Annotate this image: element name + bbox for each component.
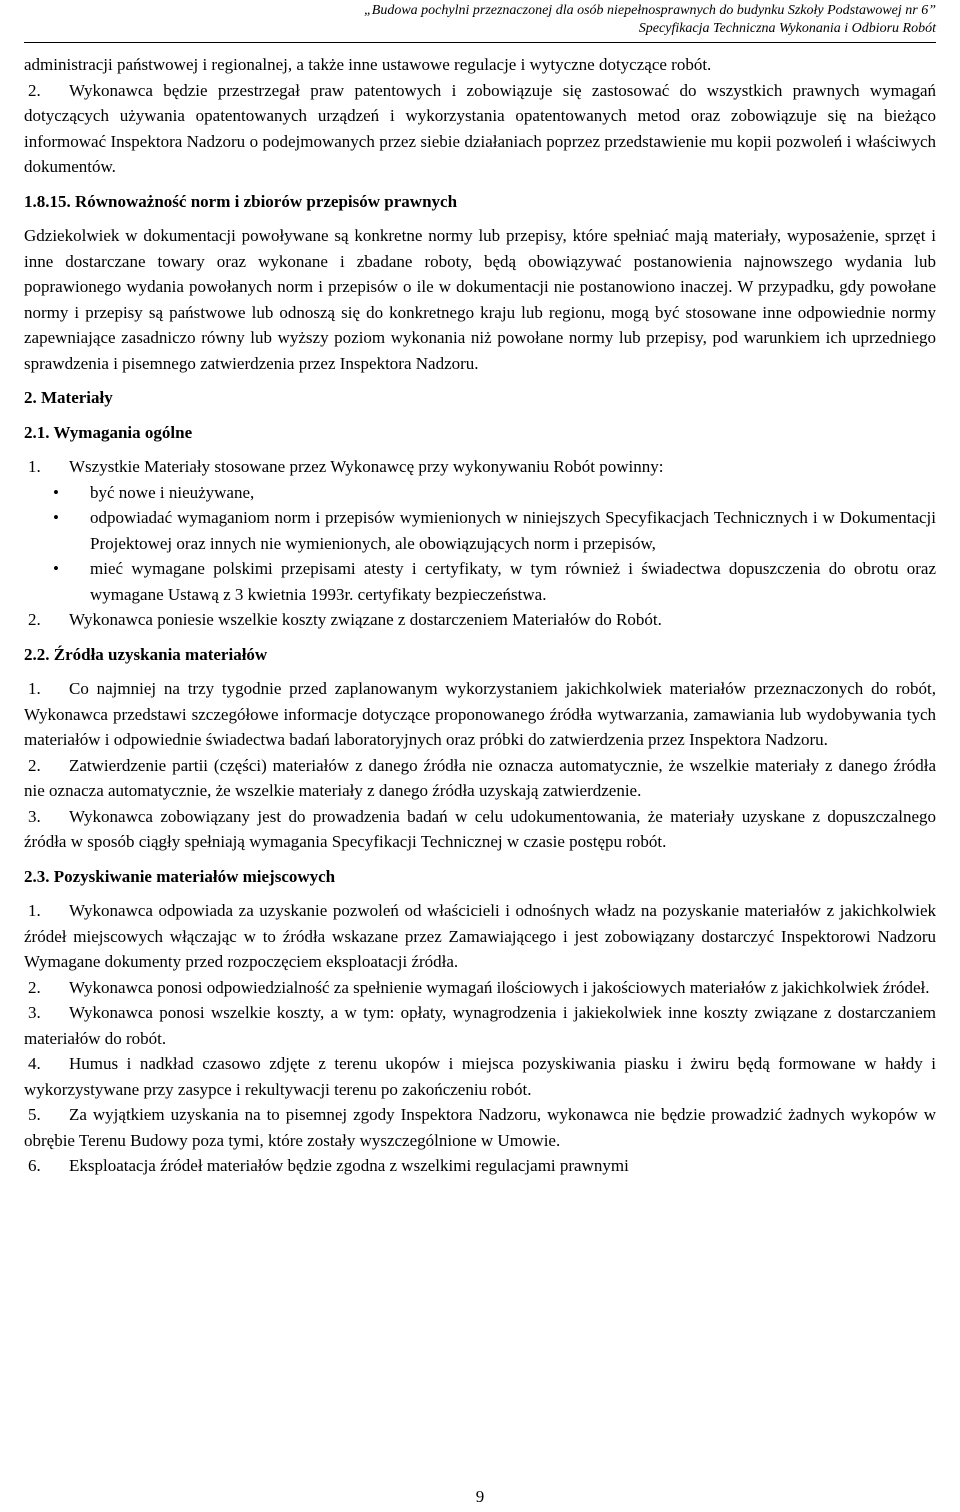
bullet-item: • mieć wymagane polskimi przepisami atesty i certyfikaty, w tym również i świadectwa dopuszczenia do obrotu oraz wymagane Ustawą z 3 kwietnia 1993r. certyfikaty bezpieczeństwa. (24, 556, 936, 607)
header-subtitle: Specyfikacja Techniczna Wykonania i Odbioru Robót (638, 21, 936, 36)
heading-2-2: 2.2. Źródła uzyskania materiałów (24, 644, 268, 664)
paragraph-equivalence: Gdziekolwiek w dokumentacji powoływane są konkretne normy lub przepisy, które spełniać mają materiały, wyposażenie, sprzęt i inne dostarczane towary oraz wykonane i zbadane roboty, będą obowiązywać postanowienia najnowszego wydania lub poprawionego wydania powołanych norm i przepisów o ile w dokumentacji nie postanowiono inaczej. W przypadku, gdy powołane normy i przepisy są państwowe lub odnoszą się do konkretnego kraju lub regionu, mogą być stosowane inne odpowiednie normy zapewniające zasadniczo równy lub wyższy poziom wykonania niż powołane normy lub przepisy, pod warunkiem ich uprzedniego sprawdzenia i pisemnego zatwierdzenia przez Inspektora Nadzoru. (24, 226, 936, 373)
item-number: 2. (28, 610, 41, 629)
header-divider (24, 42, 936, 43)
paragraph-number: 2. (28, 80, 41, 100)
page-number: 9 (475, 1487, 485, 1506)
bullet-item: • być nowe i nieużywane, (24, 480, 936, 506)
list-item: 3. Wykonawca zobowiązany jest do prowadzenia badań w celu udokumentowania, że materiały uzyskane z dopuszczalnego źródła w sposób ciągły spełniają wymagania Specyfikacji Technicznej w czasie postępu robót. (24, 806, 936, 851)
list-item: 4. Humus i nadkład czasowo zdjęte z terenu ukopów i miejsca pozyskiwania piasku i żwiru będą formowane w hałdy i wykorzystywane przy zasypce i rekultywacji terenu po zakończeniu robót. (24, 1054, 936, 1099)
page-header (0, 2, 936, 38)
list-item-2-1-2 (24, 607, 936, 633)
bullet-icon: • (53, 482, 59, 502)
list-item: 6. Eksploatacja źródeł materiałów będzie zgodna z wszelkimi regulacjami prawnymi (28, 1156, 629, 1175)
bullet-item: • odpowiadać wymaganiom norm i przepisów wymienionych w niniejszych Specyfikacjach Technicznych i w Dokumentacji Projektowej oraz innych nie wymienionych, ale obowiązujących norm i przepisów, (24, 505, 936, 556)
list-item-2-1-1 (24, 454, 936, 480)
list-item: 1. Wykonawca odpowiada za uzyskanie pozwoleń od właścicieli i odnośnych władz na pozyskanie materiałów z jakichkolwiek źródeł miejscowych włączając w to źródła wskazane przez Zamawiającego i jest zobowiązany dostarczyć Inspektorowi Nadzoru Wymagane dokumenty przed rozpoczęciem eksploatacji źródła. (24, 901, 936, 971)
continued-paragraph: administracji państwowej i regionalnej, a także inne ustawowe regulacje i wytyczne dotyczące robót. (24, 55, 712, 74)
paragraph-2 (24, 78, 936, 180)
heading-2-1: 2.1. Wymagania ogólne (24, 422, 193, 442)
header-title: „Budowa pochylni przeznaczonej dla osób niepełnosprawnych do budynku Szkoły Podstawowej nr 6” (363, 3, 936, 18)
item-text: Wykonawca poniesie wszelkie koszty związane z dostarczeniem Materiałów do Robót. (69, 610, 662, 629)
heading-2-materials: 2. Materiały (24, 388, 113, 407)
document-body (24, 52, 936, 1179)
item-text: Wszystkie Materiały stosowane przez Wykonawcę przy wykonywaniu Robót powinny: (69, 457, 664, 476)
list-item: 5. Za wyjątkiem uzyskania na to pisemnej zgody Inspektora Nadzoru, wykonawca nie będzie prowadzić żadnych wykopów w obrębie Terenu Budowy poza tymi, które zostały wyszczególnione w Umowie. (24, 1105, 936, 1150)
item-number: 1. (28, 457, 41, 476)
paragraph-text: Wykonawca będzie przestrzegał praw patentowych i zobowiązuje się zastosować do wszystkich prawnych wymagań dotyczących używania opatentowanych urządzeń i wykorzystania opatentowanych metod oraz zobowiązuje się na bieżąco informować Inspektora Nadzoru o podejmowanych przez siebie działaniach poprzez przedstawienie mu kopii pozwoleń i właściwych dokumentów. (24, 80, 936, 176)
bullet-icon: • (53, 559, 59, 578)
heading-1-8-15: 1.8.15. Równoważność norm i zbiorów przepisów prawnych (24, 191, 458, 211)
requirements-bullet-list (24, 480, 936, 608)
list-item: 3. Wykonawca ponosi wszelkie koszty, a w tym: opłaty, wynagrodzenia i jakiekolwiek inne koszty związane z dostarczaniem materiałów do robót. (24, 1003, 936, 1048)
heading-2-3: 2.3. Pozyskiwanie materiałów miejscowych (24, 866, 336, 886)
list-item: 1. Co najmniej na trzy tygodnie przed zaplanowanym wykorzystaniem jakichkolwiek materiałów przeznaczonych do robót, Wykonawca przedstawi szczegółowe informacje dotyczące proponowanego źródła wytwarzania, zamawiania lub wydobywania tych materiałów i odpowiednie świadectwa badań laboratoryjnych oraz próbki do zatwierdzenia przez Inspektora Nadzoru. (24, 679, 936, 749)
list-item: 2. Zatwierdzenie partii (części) materiałów z danego źródła nie oznacza automatycznie, że wszelkie materiały z danego źródła nie oznacza automatycznie, że wszelkie materiały z danego źródła uzyskają zatwierdzenie. (24, 755, 936, 800)
bullet-icon: • (53, 508, 59, 527)
list-item: 2. Wykonawca ponosi odpowiedzialność za spełnienie wymagań ilościowych i jakościowych materiałów z jakichkolwiek źródeł. (28, 977, 930, 997)
